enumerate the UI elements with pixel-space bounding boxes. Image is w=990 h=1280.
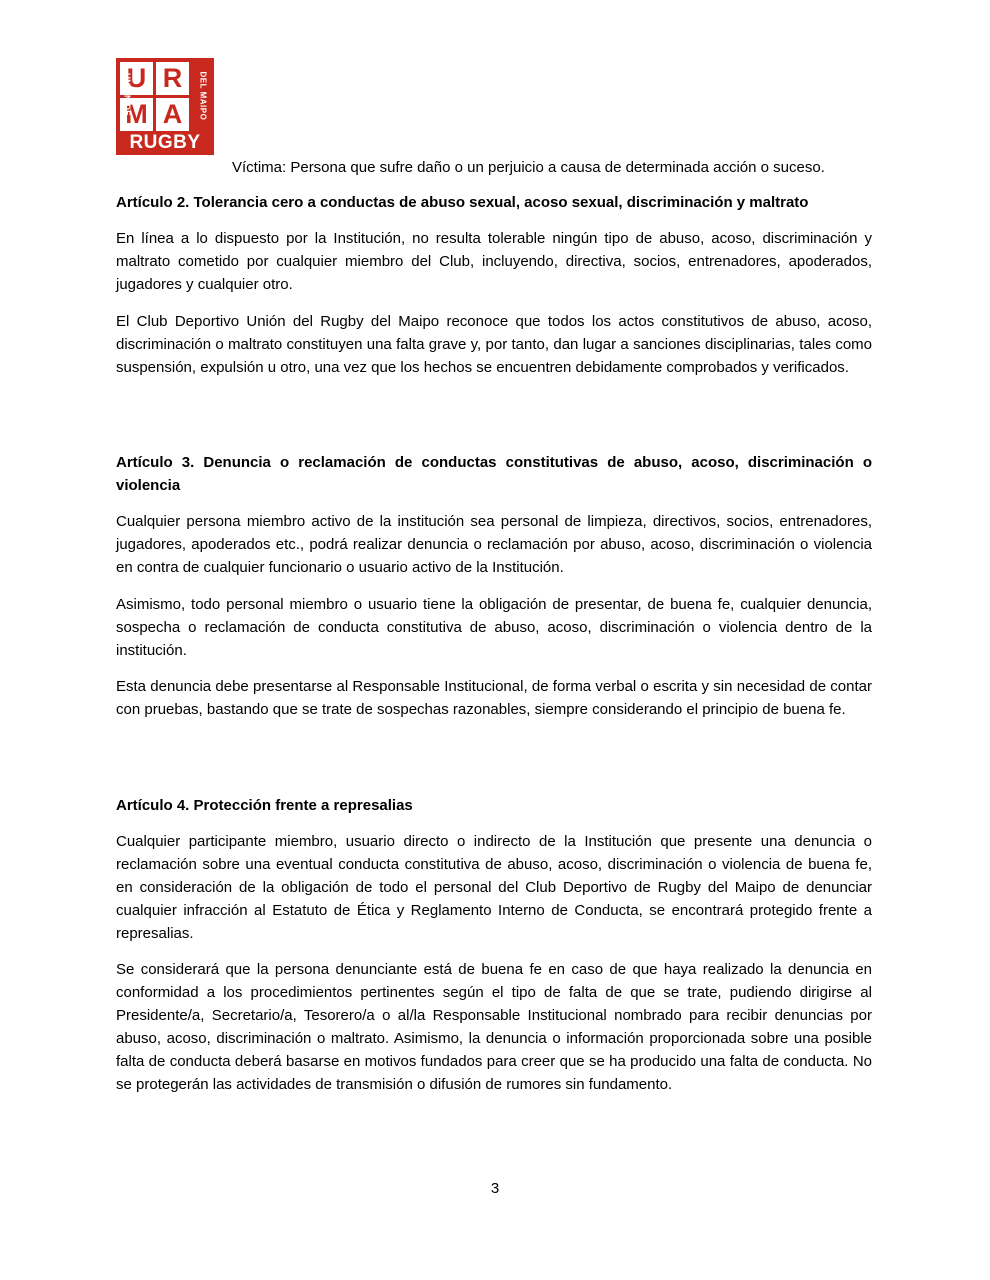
logo-letter: R [156, 62, 189, 95]
logo-bottom-text: RUGBY [129, 132, 201, 153]
logo-side-left-text: UNION DE [122, 72, 132, 117]
article-2-paragraph-1: En línea a lo dispuesto por la Institución, no resulta tolerable ningún tipo de abuso, acoso, discriminación y maltrato cometido por cualquier miembro del Club, incluyendo, directiva, socios, entrenadores, apoderados, jugadores y cualquier otro. [116, 230, 872, 293]
article-4-paragraph-2: Se considerará que la persona denunciante está de buena fe en caso de que haya realizado la denuncia en conformidad a los procedimientos pertinentes según el tipo de falta de que se trate, pudiendo dirigirse al Presidente/a, Secretario/a, Tesorero/a o al/la Responsable Institucional nombrado para recibir denuncias por abuso, acoso, discriminación o maltrato. Asimismo, la denuncia o información proporcionada sobre una posible falta de conducta deberá basarse en motivos fundados para creer que se ha producido una falta de conducta. No se protegerán las actividades de transmisión o difusión de rumores sin fundamento. [116, 961, 872, 1093]
logo-letter: M [120, 98, 153, 131]
article-3-paragraph-2: Asimismo, todo personal miembro o usuario tiene la obligación de presentar, de buena fe, cualquier denuncia, sospecha o reclamación de conducta constitutiva de abuso, acoso, discriminación o violencia dentro de la institución. [116, 596, 872, 659]
logo-letter: A [156, 98, 189, 131]
page-number: 3 [490, 1180, 500, 1197]
logo-letter: U [120, 62, 153, 95]
victim-definition: Víctima: Persona que sufre daño o un perjuicio a causa de determinada acción o suceso. [232, 159, 825, 176]
article-3-heading: Artículo 3. Denuncia o reclamación de conductas constitutivas de abuso, acoso, discriminación o violencia [116, 454, 872, 494]
article-2-paragraph-2: El Club Deportivo Unión del Rugby del Maipo reconoce que todos los actos constitutivos de abuso, acoso, discriminación o maltrato constituyen una falta grave y, por tanto, dan lugar a sanciones disciplinarias, tales como suspensión, expulsión u otro, una vez que los hechos se encuentren debidamente comprobados y verificados. [116, 313, 872, 376]
article-4-heading: Artículo 4. Protección frente a represalias [116, 797, 413, 814]
urma-logo [116, 58, 214, 155]
article-3-paragraph-1: Cualquier persona miembro activo de la institución sea personal de limpieza, directivos, socios, entrenadores, jugadores, apoderados etc., podrá realizar denuncia o reclamación por abuso, acoso, discriminación o violencia en contra de cualquier funcionario o usuario activo de la Institución. [116, 513, 872, 576]
article-2-heading: Artículo 2. Tolerancia cero a conductas de abuso sexual, acoso sexual, discriminación y maltrato [116, 194, 809, 211]
logo-side-right-text: DEL MAIPO [198, 71, 208, 121]
article-4-paragraph-1: Cualquier participante miembro, usuario directo o indirecto de la Institución que presente una denuncia o reclamación sobre una eventual conducta constitutiva de abuso, acoso, discriminación o violencia de buena fe, en consideración de la obligación de todo el personal del Club Deportivo de Rugby del Maipo de denunciar cualquier infracción al Estatuto de Ética y Reglamento Interno de Conducta, se encontrará protegido frente a represalias. [116, 833, 872, 942]
article-3-paragraph-3: Esta denuncia debe presentarse al Responsable Institucional, de forma verbal o escrita y sin necesidad de contar con pruebas, bastando que se trate de sospechas razonables, siempre considerando el principio de buena fe. [116, 678, 872, 718]
